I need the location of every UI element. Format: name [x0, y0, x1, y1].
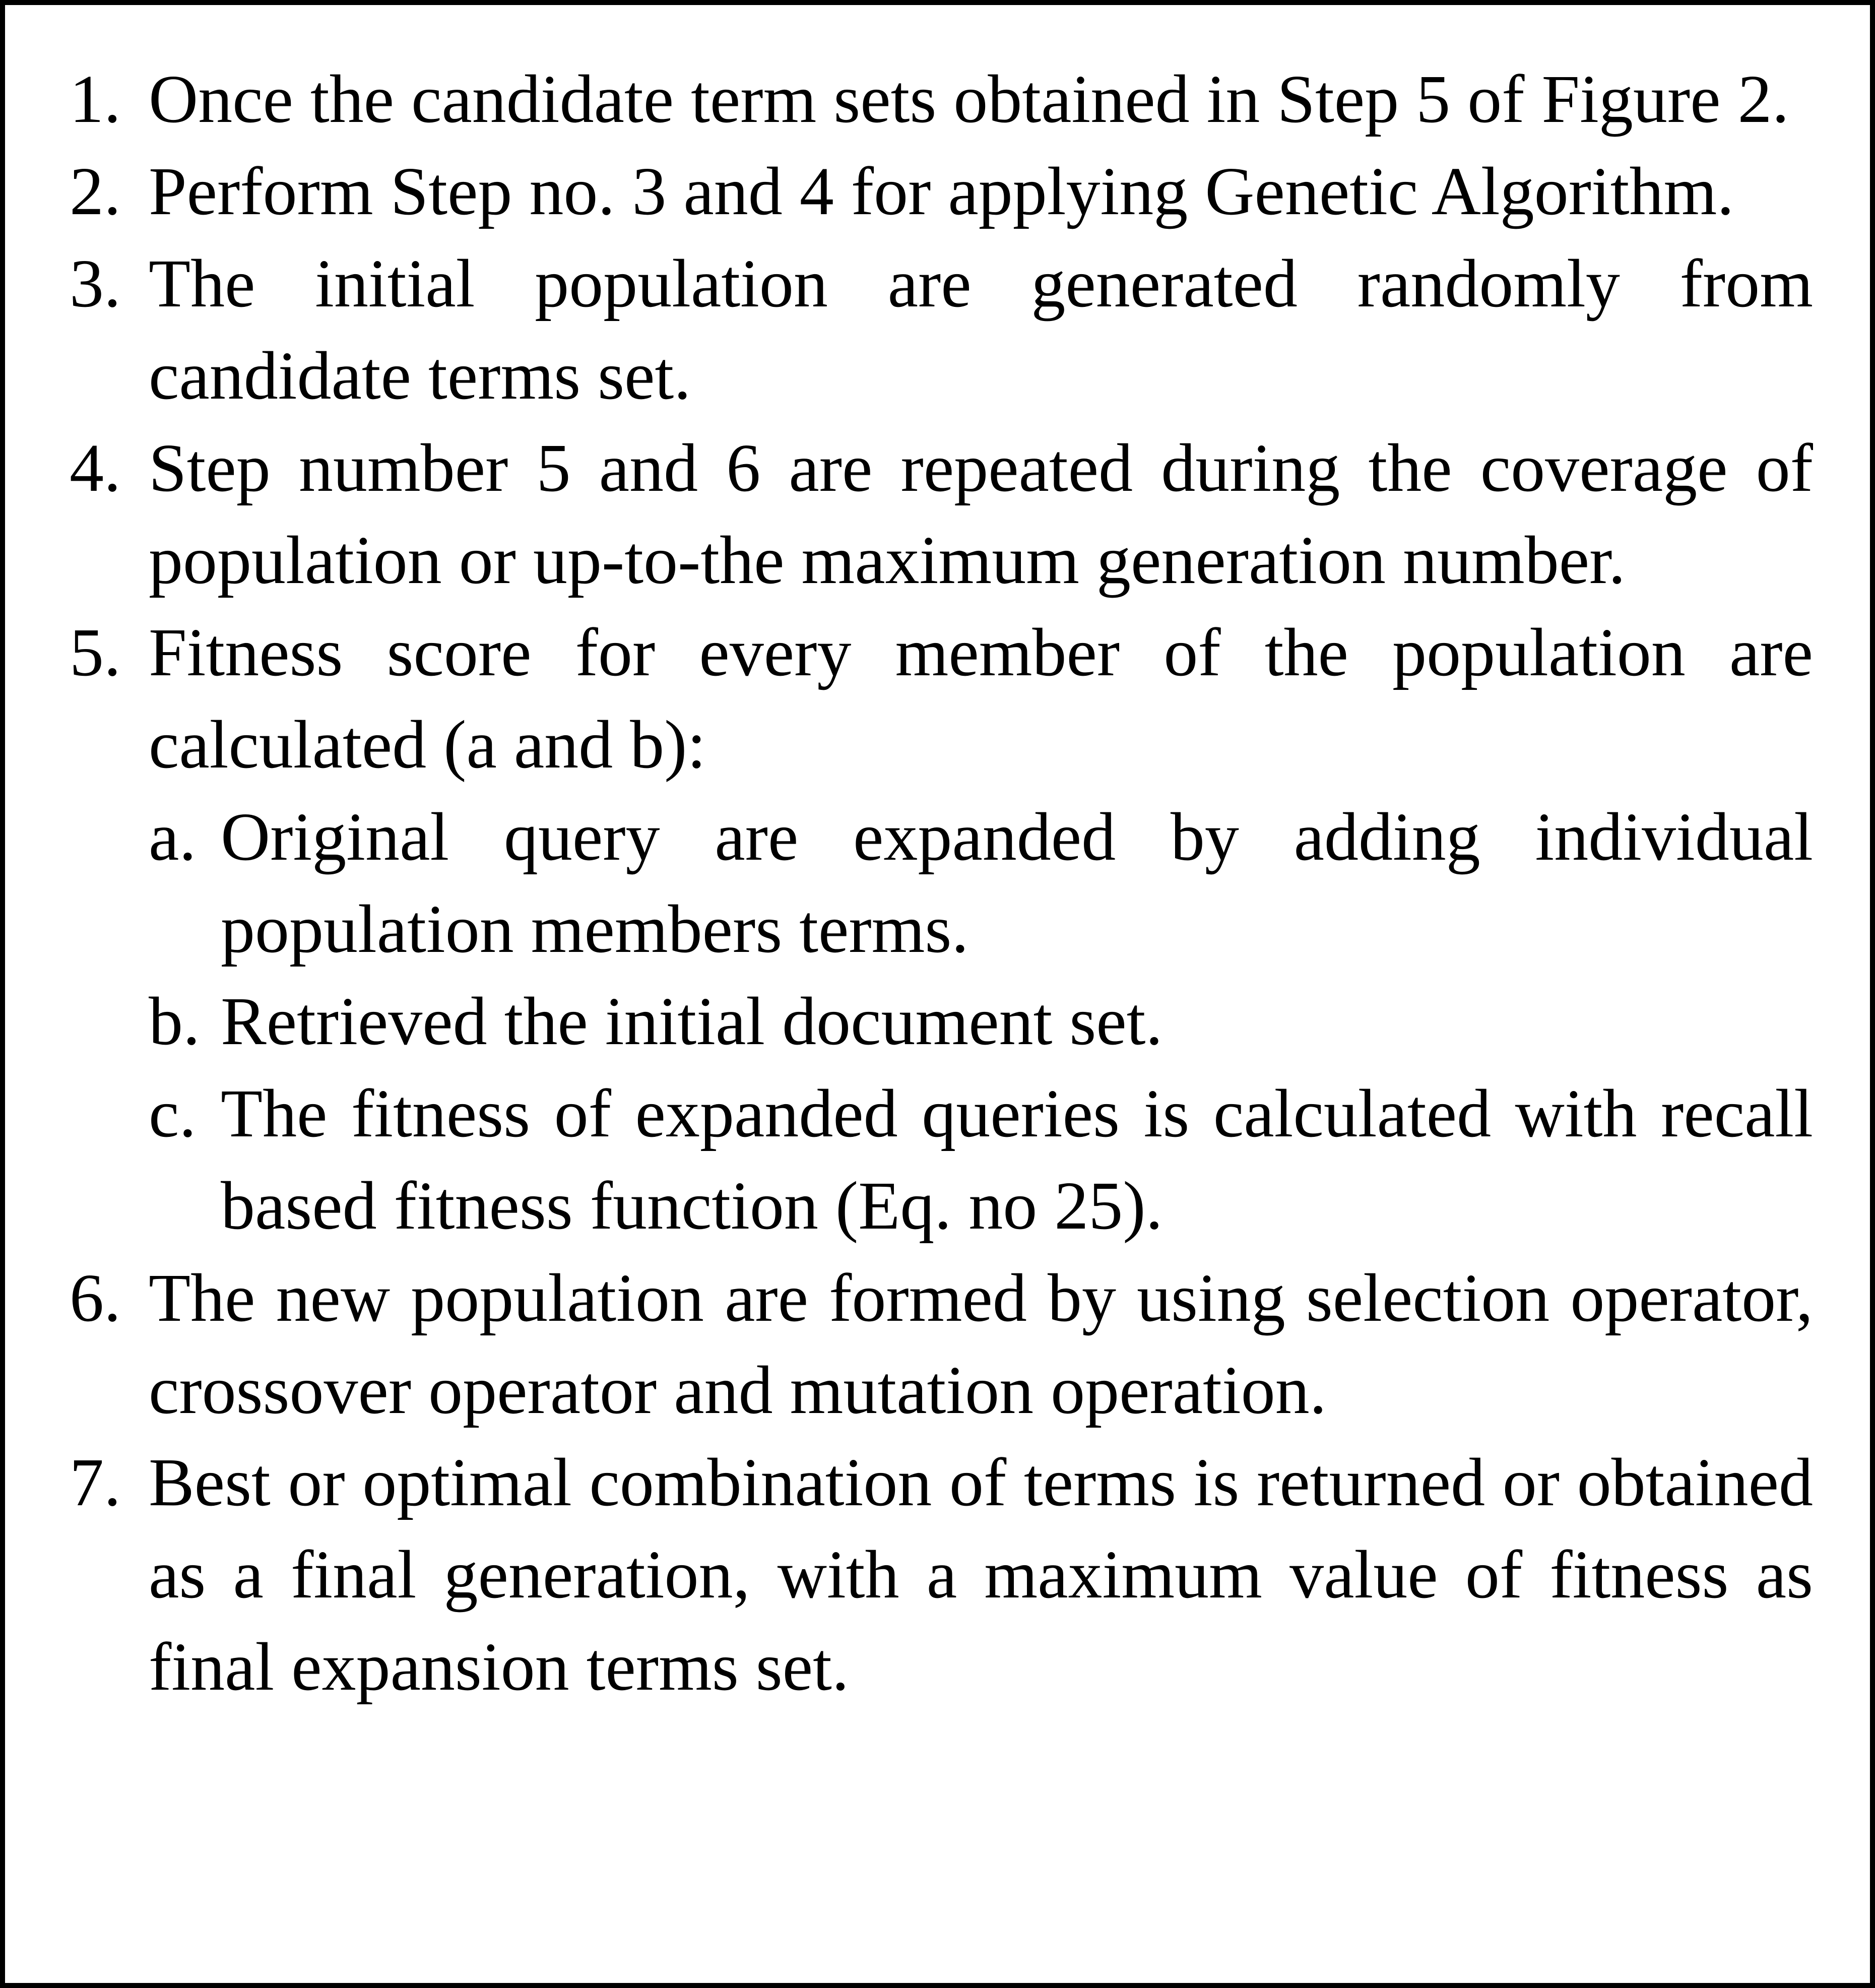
step-3: [70, 238, 1813, 422]
step-4: [70, 422, 1813, 607]
step-number: 3.: [70, 246, 121, 322]
substep-a: [70, 791, 1813, 976]
step-text: Once the candidate term sets obtained in Step 5 of Figure 2.: [149, 61, 1789, 137]
step-1: [70, 53, 1813, 146]
step-text: Best or optimal combination of terms is returned or obtained as a final generation, with a maximum value of fitness as final expansion terms set.: [149, 1445, 1813, 1705]
step-text: Fitness score for every member of the population are calculated (a and b):: [149, 615, 1813, 783]
step-text: The new population are formed by using selection operator, crossover operator and mutation operation.: [149, 1260, 1813, 1428]
step-number: 2.: [70, 154, 121, 229]
algorithm-steps: [70, 53, 1813, 1713]
step-number: 5.: [70, 615, 121, 690]
substep-text: The fitness of expanded queries is calculated with recall based fitness function (Eq. no 25).: [221, 1076, 1813, 1244]
step-text: The initial population are generated randomly from candidate terms set.: [149, 246, 1813, 414]
step-number: 1.: [70, 61, 121, 137]
step-5: [70, 607, 1813, 791]
substep-text: Retrieved the initial document set.: [221, 984, 1163, 1059]
substep-b: [70, 976, 1813, 1068]
step-text: Perform Step no. 3 and 4 for applying Genetic Algorithm.: [149, 154, 1734, 229]
step-2: [70, 146, 1813, 238]
step-text: Step number 5 and 6 are repeated during the coverage of population or up-to-the maximum generation number.: [149, 430, 1813, 598]
substep-letter: c.: [149, 1076, 197, 1151]
step-number: 4.: [70, 430, 121, 506]
substep-c: [70, 1068, 1813, 1252]
substep-letter: a.: [149, 799, 197, 875]
substep-text: Original query are expanded by adding individual population members terms.: [221, 799, 1813, 967]
step-number: 6.: [70, 1260, 121, 1336]
step-6: [70, 1252, 1813, 1437]
step-number: 7.: [70, 1445, 121, 1520]
step-7: [70, 1437, 1813, 1713]
substep-letter: b.: [149, 984, 200, 1059]
